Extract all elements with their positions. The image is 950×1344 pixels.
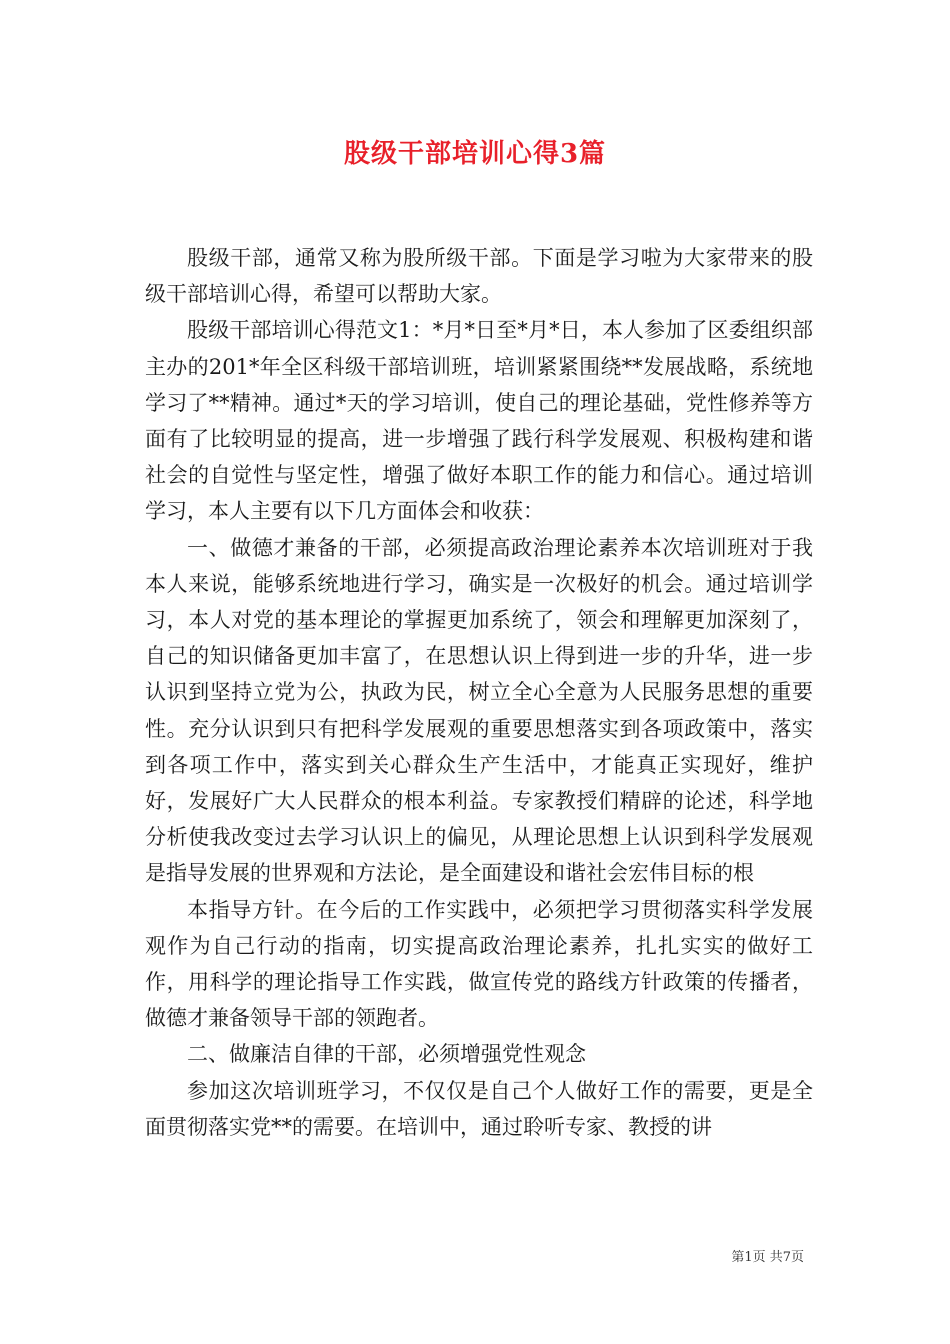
document-title: 股级干部培训心得3篇 [343, 139, 607, 169]
paragraph-sample-1: 股级干部培训心得范文1：*月*日至*月*日，本人参加了区委组织部主办的201*年全区科级干部培训班，培训紧紧围绕**发展战略，系统地学习了**精神。通过*天的学习培训，使自己的理论基础，党性修养等方面有了比较明显的提高，进一步增强了践行科学发展观、积极构建和谐社会的自觉性与坚定性，增强了做好本职工作的能力和信心。通过培训学习，本人主要有以下几方面体会和收获： [145, 318, 813, 524]
page-number: 第1页 共7页 [731, 1250, 804, 1265]
paragraph-section-2-heading: 二、做廉洁自律的干部，必须增强党性观念 [187, 1042, 586, 1067]
paragraph-intro: 股级干部，通常又称为股所级干部。下面是学习啦为大家带来的股级干部培训心得，希望可以帮助大家。 [145, 246, 813, 307]
paragraph-section-2: 参加这次培训班学习，不仅仅是自己个人做好工作的需要，更是全面贯彻落实党**的需要。在培训中，通过聆听专家、教授的讲 [145, 1078, 813, 1139]
document-body [145, 240, 813, 1145]
paragraph-section-1-cont: 本指导方针。在今后的工作实践中，必须把学习贯彻落实科学发展观作为自己行动的指南，切实提高政治理论素养，扎扎实实的做好工作，用科学的理论指导工作实践，做宣传党的路线方针政策的传播者，做德才兼备领导干部的领跑者。 [145, 897, 813, 1031]
paragraph-section-1: 一、做德才兼备的干部，必须提高政治理论素养本次培训班对于我本人来说，能够系统地进行学习，确实是一次极好的机会。通过培训学习，本人对党的基本理论的掌握更加系统了，领会和理解更加深刻了，自己的知识储备更加丰富了，在思想认识上得到进一步的升华，进一步认识到坚持立党为公，执政为民，树立全心全意为人民服务思想的重要性。充分认识到只有把科学发展观的重要思想落实到各项政策中，落实到各项工作中，落实到关心群众生产生活中，才能真正实现好，维护好，发展好广大人民群众的根本利益。专家教授们精辟的论述，科学地分析使我改变过去学习认识上的偏见，从理论思想上认识到科学发展观是指导发展的世界观和方法论，是全面建设和谐社会宏伟目标的根 [145, 535, 813, 886]
